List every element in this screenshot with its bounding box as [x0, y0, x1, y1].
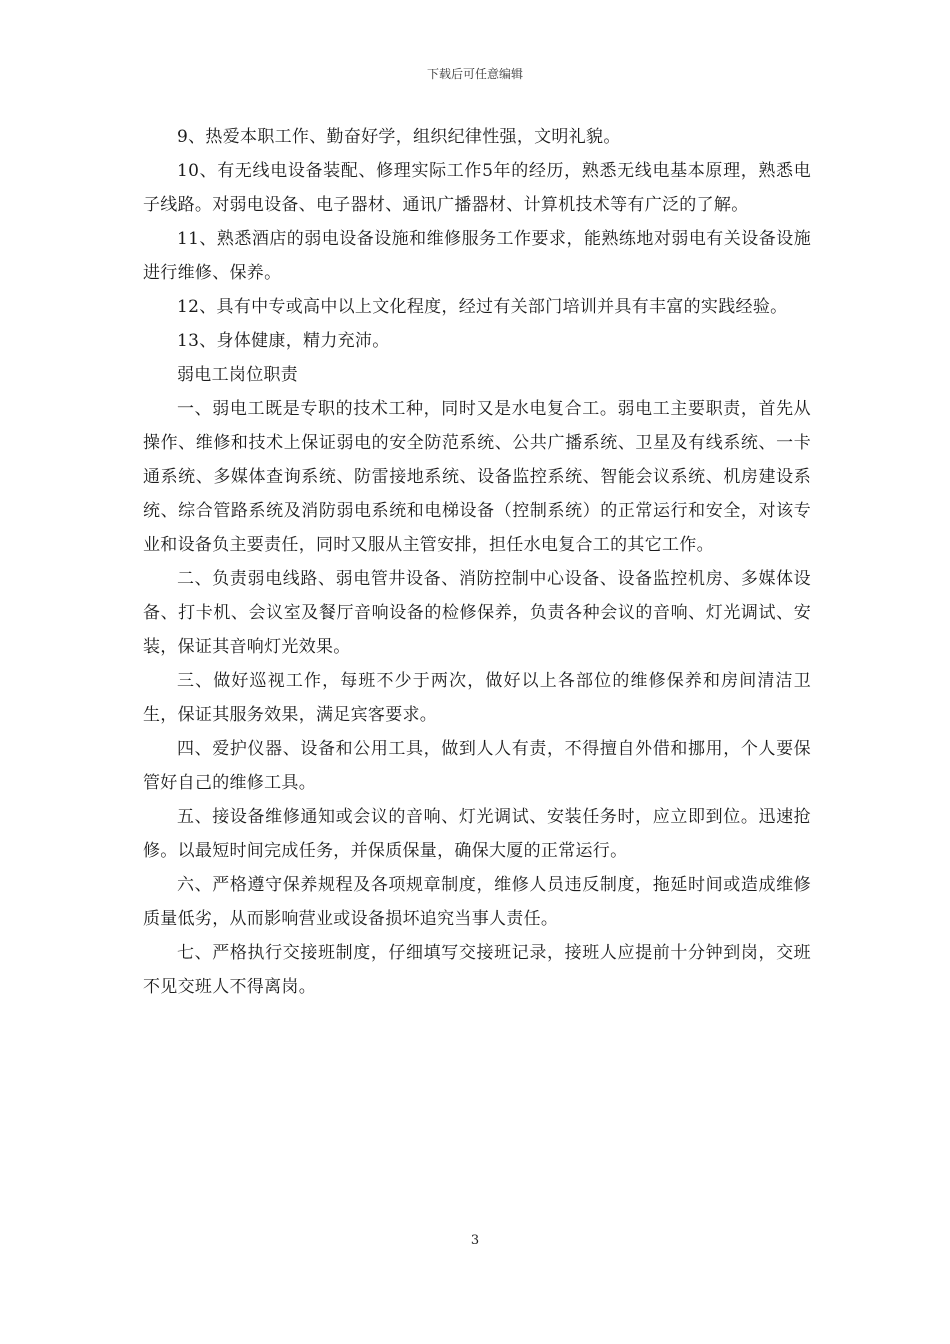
page-header: 下载后可任意编辑	[426, 67, 523, 81]
duty-2: 二、负责弱电线路、弱电管井设备、消防控制中心设备、设备监控机房、多媒体设备、打卡机、会议室及餐厅音响设备的检修保养，负责各种会议的音响、灯光调试、安装，保证其音响灯光效果。	[143, 569, 811, 657]
duty-4: 四、爱护仪器、设备和公用工具，做到人人有责，不得擅自外借和挪用，个人要保管好自己的维修工具。	[143, 739, 811, 793]
document-body	[143, 120, 811, 1004]
paragraph-12: 12、具有中专或高中以上文化程度，经过有关部门培训并具有丰富的实践经验。	[177, 297, 788, 317]
section-title: 弱电工岗位职责	[177, 365, 299, 385]
paragraph-10: 10、有无线电设备装配、修理实际工作5年的经历，熟悉无线电基本原理，熟悉电子线路。对弱电设备、电子器材、通讯广播器材、计算机技术等有广泛的了解。	[143, 161, 811, 215]
duty-3: 三、做好巡视工作，每班不少于两次，做好以上各部位的维修保养和房间清洁卫生，保证其服务效果，满足宾客要求。	[143, 671, 811, 725]
duty-7: 七、严格执行交接班制度，仔细填写交接班记录，接班人应提前十分钟到岗，交班不见交班人不得离岗。	[143, 943, 811, 997]
duty-1: 一、弱电工既是专职的技术工种，同时又是水电复合工。弱电工主要职责，首先从操作、维修和技术上保证弱电的安全防范系统、公共广播系统、卫星及有线系统、一卡通系统、多媒体查询系统、防雷接地系统、设备监控系统、智能会议系统、机房建设系统、综合管路系统及消防弱电系统和电梯设备（控制系统）的正常运行和安全，对该专业和设备负主要责任，同时又服从主管安排，担任水电复合工的其它工作。	[143, 399, 811, 555]
paragraph-9: 9、热爱本职工作、勤奋好学，组织纪律性强，文明礼貌。	[177, 127, 621, 147]
page-number: 3	[470, 1233, 480, 1248]
duty-5: 五、接设备维修通知或会议的音响、灯光调试、安装任务时，应立即到位。迅速抢修。以最短时间完成任务，并保质保量，确保大厦的正常运行。	[143, 807, 811, 861]
paragraph-13: 13、身体健康，精力充沛。	[177, 331, 390, 351]
duty-6: 六、严格遵守保养规程及各项规章制度，维修人员违反制度，拖延时间或造成维修质量低劣，从而影响营业或设备损坏追究当事人责任。	[143, 875, 811, 929]
paragraph-11: 11、熟悉酒店的弱电设备设施和维修服务工作要求，能熟练地对弱电有关设备设施进行维修、保养。	[143, 229, 811, 283]
